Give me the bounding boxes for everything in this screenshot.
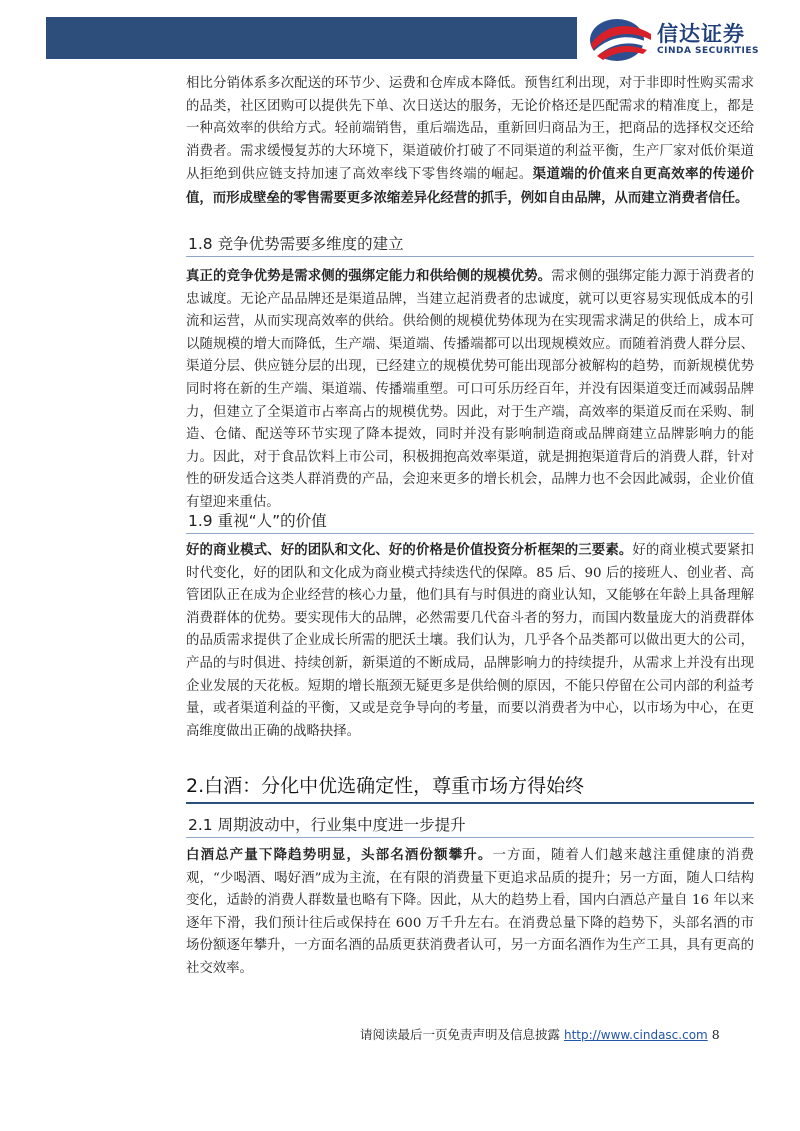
logo-english-name: CINDA SECURITIES	[657, 46, 759, 56]
footer-website-link[interactable]: http://www.cindasc.com	[564, 1028, 708, 1042]
logo-chinese-name: 信达证券	[657, 22, 745, 46]
page-footer	[360, 1025, 760, 1043]
paragraph-channel-value: 相比分销体系多次配送的环节少、运费和仓库成本降低。预售红利出现，对于非即时性购买需求的品类，社区团购可以提供先下单、次日送达的服务，无论价格还是匹配需求的精准度上，都是一种高效率的供给方式。轻前端销售，重后端选品，重新回归商品为王，把商品的选择权交还给消费者。需求缓慢复苏的大环境下，渠道破价打破了不同渠道的利益平衡，生产厂家对低价渠道从拒绝到供应链支持加速了高效率线下零售终端的崛起。渠道端的价值来自更高效率的传递价值，而形成壁垒的零售需要更多浓缩差异化经营的抓手，例如自由品牌，从而建立消费者信任。	[186, 76, 755, 206]
paragraph-baijiu-output: 白酒总产量下降趋势明显，头部名酒份额攀升。一方面，随着人们越来越注重健康的消费观，“少喝酒、喝好酒”成为主流，在有限的消费量下更追求品质的提升；另一方面，随人口结构变化，适龄的消费人群数量也略有下降。因此，从大的趋势上看，国内白酒总产量自 16 年以来逐年下滑，我们预计往后或保持在 600 万千升左右。在消费总量下降的趋势下，头部名酒的市场份额逐年攀升，一方面名酒的品质更获消费者认可，另一方面名酒作为生产工具，具有更高的社交效率。	[186, 847, 755, 976]
page-number: 8	[711, 1027, 720, 1042]
section-heading-1-9: 1.9 重视“人”的价值	[186, 505, 754, 534]
chapter-heading-2: 2.白酒：分化中优选确定性，尊重市场方得始终	[186, 762, 754, 804]
cinda-logo-icon	[585, 14, 655, 64]
footer-disclaimer: 请阅读最后一页免责声明及信息披露	[360, 1027, 561, 1042]
paragraph-highlight: 白酒总产量下降趋势明显，头部名酒份额攀升。	[186, 847, 493, 863]
paragraph-highlight: 好的商业模式、好的团队和文化、好的价格是价值投资分析框架的三要素。	[186, 542, 633, 558]
section-heading-2-1: 2.1 周期波动中，行业集中度进一步提升	[186, 809, 754, 838]
paragraph-highlight: 真正的竞争优势是需求侧的强绑定能力和供给侧的规模优势。	[186, 268, 552, 284]
header-bar	[46, 17, 577, 59]
section-heading-1-8: 1.8 竞争优势需要多维度的建立	[186, 228, 754, 257]
paragraph-people-value: 好的商业模式、好的团队和文化、好的价格是价值投资分析框架的三要素。好的商业模式要紧扣时代变化，好的团队和文化成为商业模式持续迭代的保障。85 后、90 后的接班人、创业者、高管团队正在成为企业经营的核心力量，他们具有与时俱进的商业认知，又能够在年龄上具备理解消费群体的优势。要实现伟大的品牌，必然需要几代奋斗者的努力，而国内数量庞大的消费群体的品质需求提供了企业成长所需的肥沃土壤。我们认为，几乎各个品类都可以做出更大的公司，产品的与时俱进、持续创新，新渠道的不断成局，品牌影响力的持续提升，从需求上并没有出现企业发展的天花板。短期的增长瓶颈无疑更多是供给侧的原因，不能只停留在公司内部的利益考量，或者渠道利益的平衡，又或是竞争导向的考量，而要以消费者为中心，以市场为中心，在更高维度做出正确的战略抉择。	[186, 542, 754, 739]
paragraph-highlight: 渠道端的价值来自更高效率的传递价值，而形成壁垒的零售需要更多浓缩差异化经营的抓手，例如自由品牌，从而建立消费者信任。	[186, 166, 755, 206]
cinda-logo	[585, 14, 785, 64]
paragraph-competitive-advantage: 真正的竞争优势是需求侧的强绑定能力和供给侧的规模优势。需求侧的强绑定能力源于消费者的忠诚度。无论产品品牌还是渠道品牌，当建立起消费者的忠诚度，就可以更容易实现低成本的引流和运营，从而实现高效率的供给。供给侧的规模优势体现为在实现需求满足的供给上，成本可以随规模的增大而降低，生产端、渠道端、传播端都可以出现规模效应。而随着消费人群分层、渠道分层、供应链分层的出现，已经建立的规模优势可能出现部分被解构的趋势，而新规模优势同时将在新的生产端、渠道端、传播端重塑。可口可乐历经百年，并没有因渠道变迁而减弱品牌力，但建立了全渠道市占率高占的规模优势。因此，对于生产端，高效率的渠道反而在采购、制造、仓储、配送等环节实现了降本提效，同时并没有影响制造商或品牌商建立品牌影响力的能力。因此，对于食品饮料上市公司，积极拥抱高效率渠道，就是拥抱渠道背后的消费人群，针对性的研发适合这类人群消费的产品，会迎来更多的增长机会，品牌力也不会因此减弱，企业价值有望迎来重估。	[186, 268, 755, 510]
